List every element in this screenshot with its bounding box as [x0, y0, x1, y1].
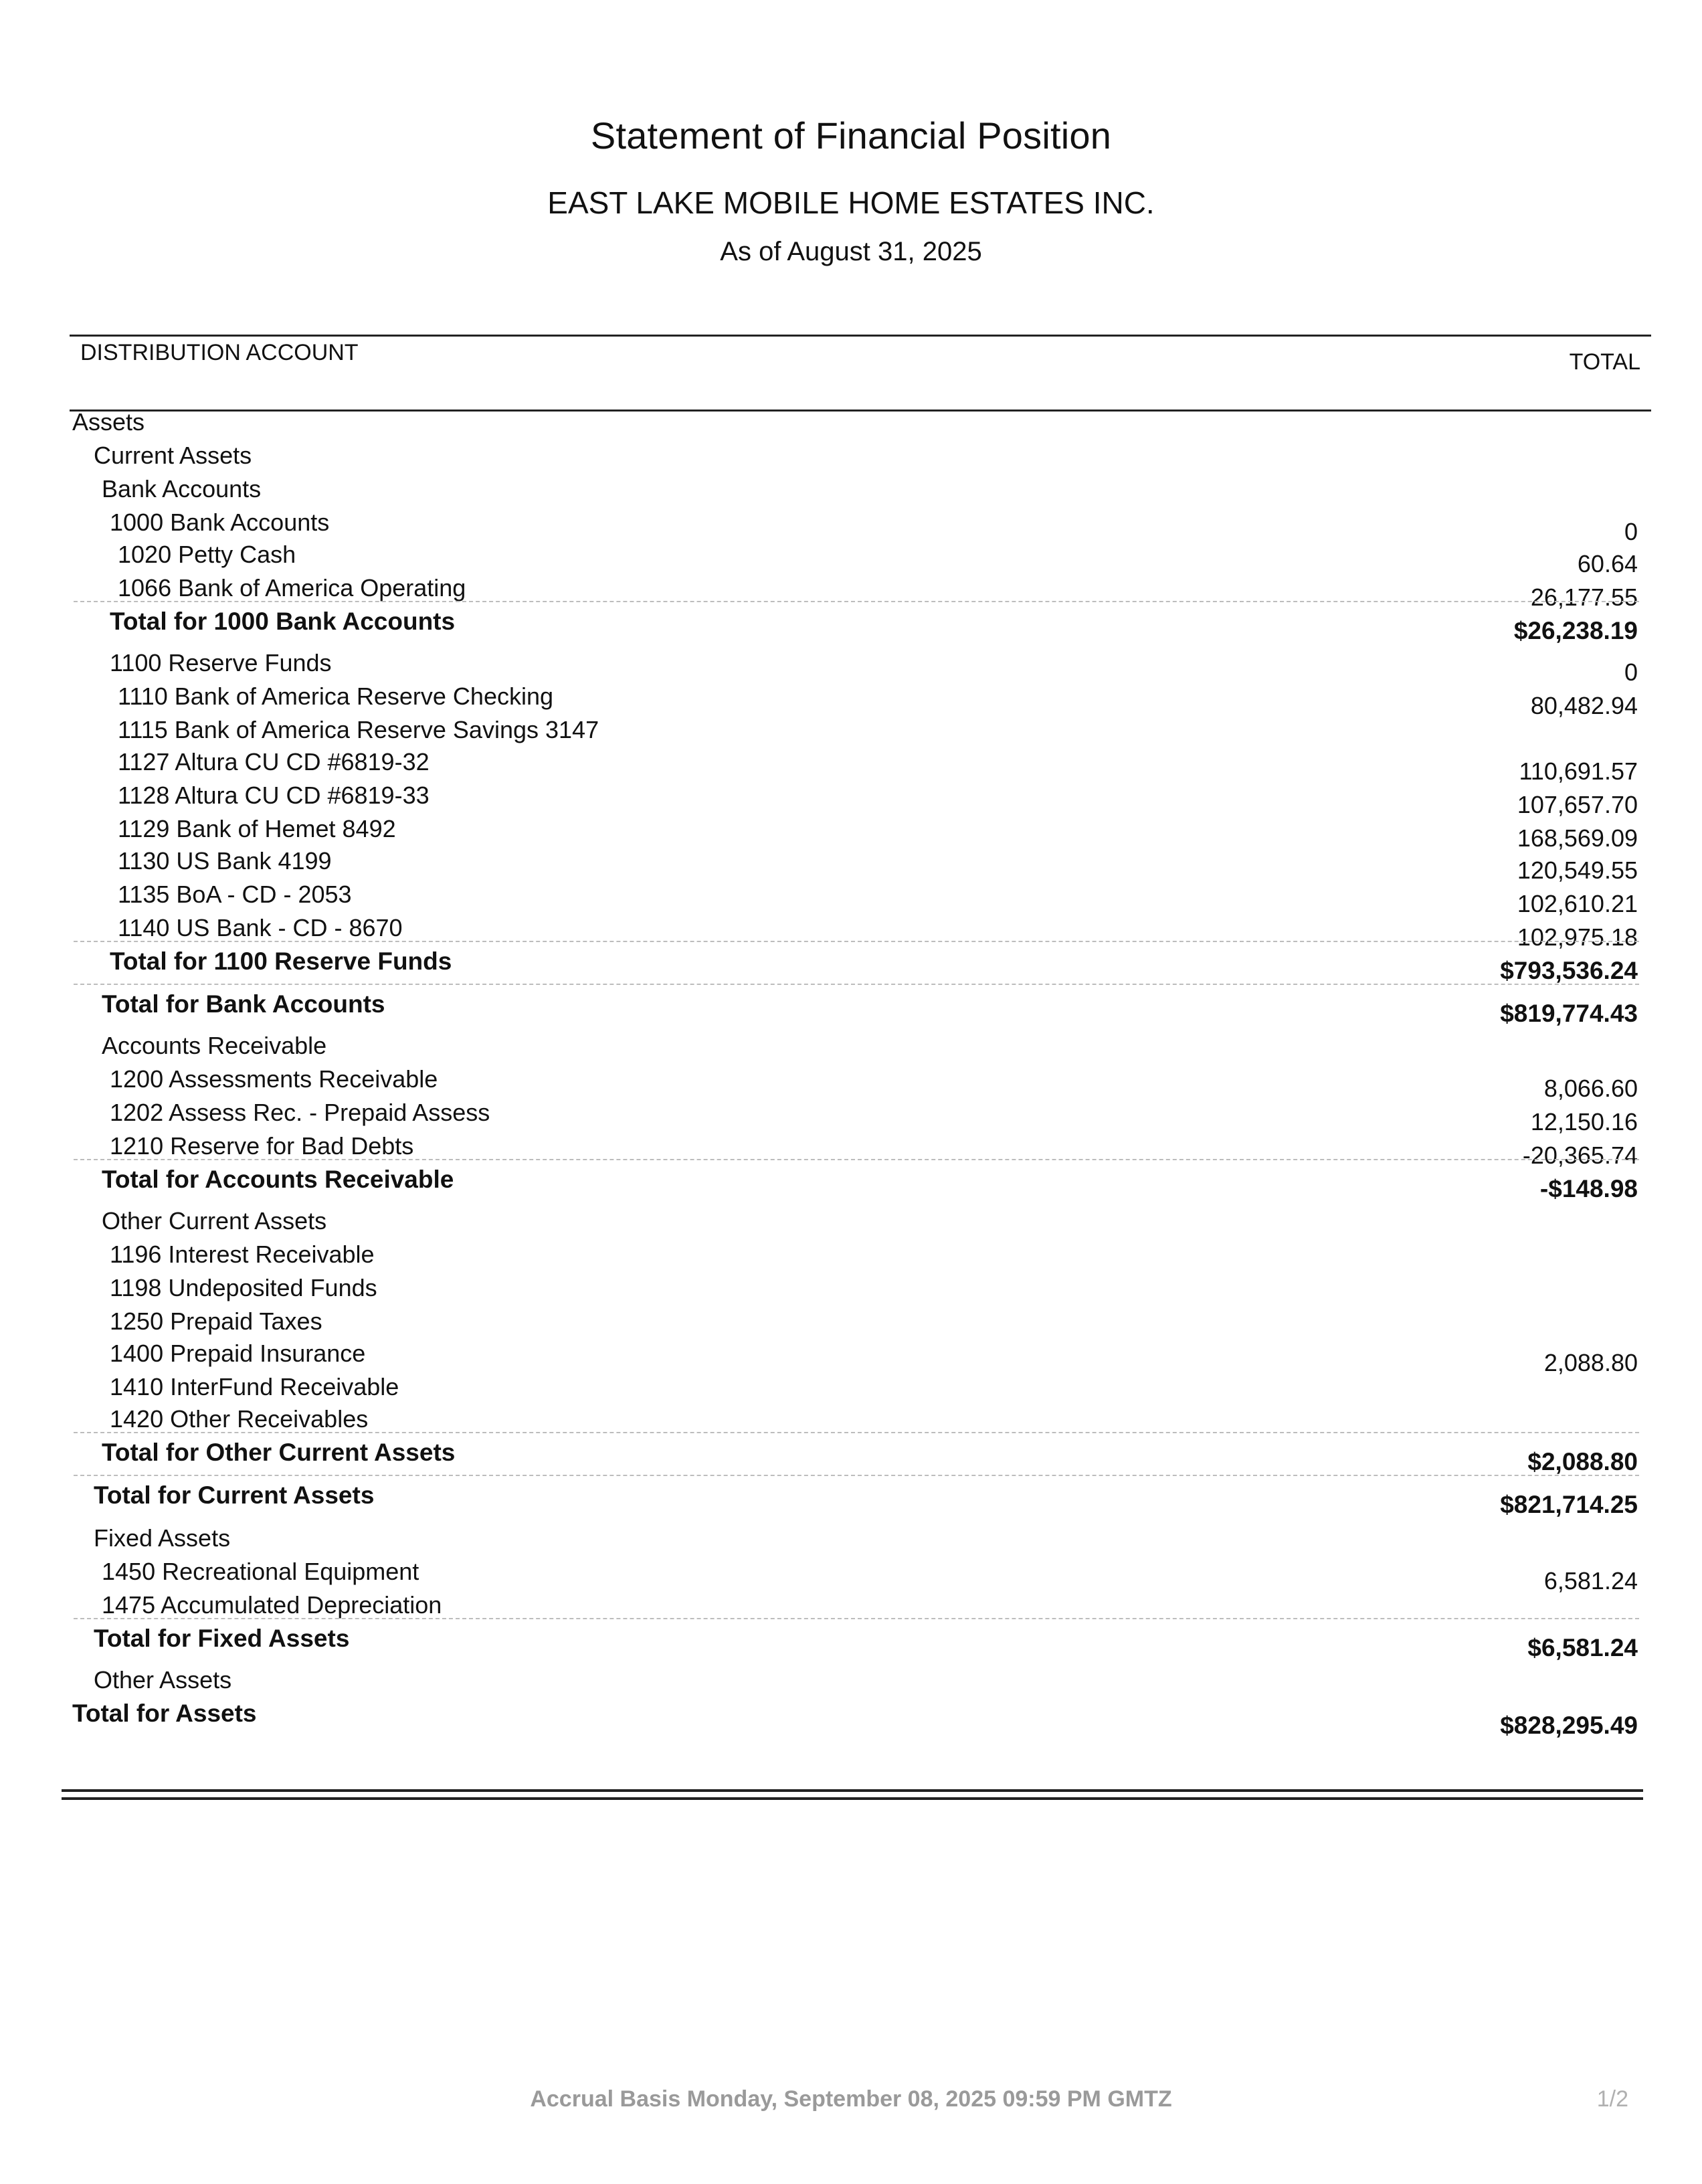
subtotal-rule — [74, 1432, 1639, 1433]
account-row-label: 1450 Recreational Equipment — [102, 1558, 419, 1585]
account-row-label: 1140 US Bank - CD - 8670 — [118, 914, 403, 941]
account-row-label: Fixed Assets — [94, 1524, 231, 1552]
account-row-value: 2,088.80 — [1543, 1349, 1638, 1376]
total-row-label: Total for Assets — [72, 1700, 257, 1727]
column-header-total: TOTAL — [1569, 349, 1640, 375]
total-row-label: Total for 1000 Bank Accounts — [110, 608, 456, 635]
report-title: Statement of Financial Position — [590, 114, 1112, 157]
total-row-value: -$148.98 — [1539, 1175, 1638, 1202]
account-row-label: 1127 Altura CU CD #6819-32 — [118, 748, 430, 776]
account-row-label: 1410 InterFund Receivable — [110, 1373, 399, 1400]
account-row-label: 1130 US Bank 4199 — [118, 847, 332, 875]
subtotal-rule — [74, 601, 1639, 602]
account-row-value: 107,657.70 — [1517, 791, 1638, 818]
account-row-value: 102,975.18 — [1517, 923, 1638, 951]
account-row-label: Bank Accounts — [102, 475, 262, 503]
total-row-value: $821,714.25 — [1500, 1491, 1638, 1518]
account-row-label: 1129 Bank of Hemet 8492 — [118, 815, 396, 842]
total-row-label: Total for Accounts Receivable — [102, 1166, 454, 1193]
total-row-label: Total for Bank Accounts — [102, 990, 385, 1018]
total-row-value: $828,295.49 — [1500, 1712, 1638, 1739]
account-row-value: 80,482.94 — [1530, 692, 1638, 719]
account-row-label: Current Assets — [94, 442, 252, 469]
subtotal-rule — [74, 1159, 1639, 1160]
account-row-label: 1066 Bank of America Operating — [118, 574, 466, 602]
account-row-label: Other Assets — [94, 1666, 232, 1694]
account-row-value: 26,177.55 — [1530, 583, 1638, 611]
total-row-label: Total for Fixed Assets — [94, 1625, 350, 1652]
account-row-value: 60.64 — [1577, 550, 1638, 577]
total-row-value: $26,238.19 — [1513, 617, 1638, 644]
total-row-value: $6,581.24 — [1527, 1634, 1638, 1661]
subtotal-rule — [74, 1618, 1639, 1619]
subtotal-rule — [74, 984, 1639, 985]
account-row-label: Other Current Assets — [102, 1207, 327, 1235]
account-row-value: 168,569.09 — [1517, 824, 1638, 852]
account-row-label: 1110 Bank of America Reserve Checking — [118, 682, 554, 710]
account-row-value: 120,549.55 — [1517, 856, 1638, 884]
account-row-label: Accounts Receivable — [102, 1032, 327, 1059]
account-row-label: 1020 Petty Cash — [118, 541, 296, 568]
final-double-rule-top — [62, 1789, 1643, 1792]
footer-basis: Accrual Basis Monday, September 08, 2025 09:59 PM GMTZ — [530, 2086, 1172, 2112]
account-row-label: 1250 Prepaid Taxes — [110, 1307, 322, 1335]
account-row-label: 1420 Other Receivables — [110, 1405, 369, 1433]
total-row-label: Total for Current Assets — [94, 1481, 375, 1509]
account-row-label: 1400 Prepaid Insurance — [110, 1340, 366, 1367]
report-date: As of August 31, 2025 — [720, 237, 982, 266]
total-row-value: $2,088.80 — [1527, 1448, 1638, 1475]
account-row-label: 1000 Bank Accounts — [110, 509, 330, 536]
account-row-label: 1202 Assess Rec. - Prepaid Assess — [110, 1099, 490, 1126]
account-row-label: 1128 Altura CU CD #6819-33 — [118, 782, 430, 809]
page-number: 1/2 — [1596, 2086, 1628, 2112]
account-row-label: 1210 Reserve for Bad Debts — [110, 1132, 414, 1160]
total-row-label: Total for 1100 Reserve Funds — [110, 947, 452, 975]
final-double-rule-bottom — [62, 1797, 1643, 1800]
account-row-label: 1100 Reserve Funds — [110, 649, 332, 676]
account-row-label: 1115 Bank of America Reserve Savings 3147 — [118, 716, 599, 743]
subtotal-rule — [74, 941, 1639, 942]
account-row-value: -20,365.74 — [1522, 1142, 1638, 1169]
total-row-label: Total for Other Current Assets — [102, 1439, 456, 1466]
account-row-label: 1475 Accumulated Depreciation — [102, 1591, 442, 1619]
account-row-value: 0 — [1624, 658, 1638, 686]
account-row-label: 1196 Interest Receivable — [110, 1241, 375, 1268]
account-row-label: 1200 Assessments Receivable — [110, 1065, 438, 1093]
total-row-value: $793,536.24 — [1500, 957, 1638, 984]
account-row-value: 0 — [1624, 518, 1638, 545]
subtotal-rule — [74, 1475, 1639, 1476]
account-row-label: 1198 Undeposited Funds — [110, 1274, 377, 1301]
account-row-value: 6,581.24 — [1543, 1567, 1638, 1595]
account-row-label: 1135 BoA - CD - 2053 — [118, 881, 352, 908]
account-row-label: Assets — [72, 408, 145, 436]
account-row-value: 8,066.60 — [1543, 1075, 1638, 1102]
total-row-value: $819,774.43 — [1500, 1000, 1638, 1027]
company-name: EAST LAKE MOBILE HOME ESTATES INC. — [547, 185, 1155, 220]
account-row-value: 12,150.16 — [1530, 1108, 1638, 1135]
account-row-value: 102,610.21 — [1517, 890, 1638, 917]
account-row-value: 110,691.57 — [1519, 757, 1638, 785]
column-header-account: DISTRIBUTION ACCOUNT — [80, 340, 359, 365]
